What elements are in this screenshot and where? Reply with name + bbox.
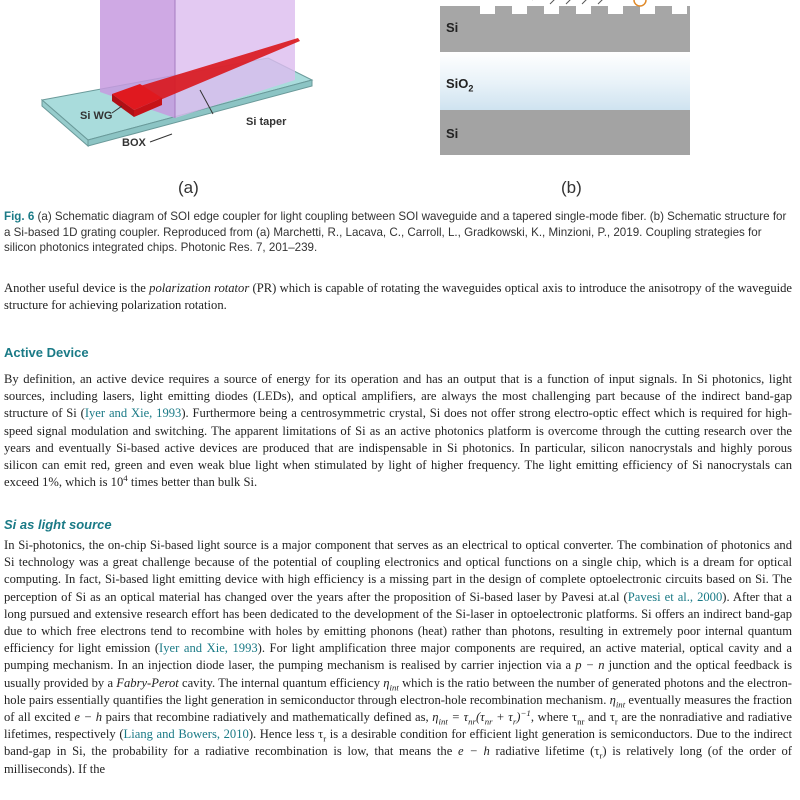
para3-text-13: is a desirable condition for efficient light generation is semiconductors. Due to the indirect band-gap in Si, the probability for a radiative recombination is low, that means the (4, 727, 792, 759)
label-sio2-text: SiO (446, 76, 469, 91)
substrate-si-layer (440, 110, 690, 155)
formula-sup: −1 (520, 707, 531, 718)
section-heading-active-device: Active Device (4, 345, 89, 360)
para3-text-1: In Si-photonics, the on-chip Si-based light source is a major component that serves as an electrical to optical converter. The combination of photonics and Si technology was a great challenge because of the potential of coupling electronics and optical functions on a single chip, which is a dream for optical computing. In fact, Si-based light emitting device with high efficiency is a missing part in the design of complete optoelectronic circuits based on Si. The perception of Si as an optical material has changed over the years after the proposition of Si-based laser by Pavesi at.al ( (4, 538, 792, 604)
label-sio2-sub: 2 (468, 83, 474, 94)
para3-text-4: junction and the optical feedback is usually provided by a (4, 658, 792, 690)
para3-text-3: ). For light amplification three major components are required, an active material, optical cavity and a pumping mechanism. In an injection diode laser, the pumping mechanism is realised by carrier injection via a (4, 641, 792, 673)
sio2-layer (440, 52, 690, 110)
figure-caption-text: (a) Schematic diagram of SOI edge coupler for light coupling between SOI waveguide and a tapered single-mode fiber. (b) Schematic structure for a Si-based 1D grating coupler. Reproduced from (a) Marchetti, R., Lacava, C., Carroll, L., Gradkowski, K., Minzioni, P., 2019. Coupling strategies for silicon photonics integrated chips. Photonic Res. 7, 201–239. (4, 210, 787, 255)
para3-formula (432, 707, 531, 727)
formula-sub: int (438, 716, 448, 727)
tau-subscript: nr (577, 716, 585, 727)
figure-a-diagram (0, 0, 380, 205)
para3-text-2: ). After that a long pursued and extensive research effort has been dedicated to the development of the Si-laser in optoelectronic platforms. Si offers an indirect band-gap due to which free electrons tend to recombine with holes by emitting phonons (heat) rather than photons, resulting in extremely poor internal quantum efficiency for light emission ( (4, 589, 792, 656)
label-box: BOX (122, 137, 146, 149)
para3-math-eta-2 (609, 692, 626, 710)
para3-text-6: which is the ratio between the number of generated photons and the electron-hole pairs essentially quantifies the light generation in semiconductor through electron-hole recombination mechanism. (4, 675, 792, 707)
citation-link[interactable]: Iyer and Xie, 1993 (84, 406, 182, 421)
citation-link[interactable] (628, 590, 723, 604)
para3-text-10: and τ (584, 710, 615, 725)
tau-subscript: r (599, 750, 603, 761)
label-sio2 (446, 76, 474, 94)
figure-caption-label: Fig. 6 (4, 210, 35, 223)
citation-link-text: Pavesi et al., 2000 (627, 589, 723, 604)
para3-math-eta (383, 675, 399, 693)
figure-caption (4, 209, 794, 256)
panel-label-b: (b) (561, 178, 582, 197)
paragraph-polarization-rotator (4, 280, 792, 314)
tau-subscript: r (323, 733, 327, 744)
para2-text-2: ). Furthermore being a centrosymmetric crystal, Si does not offer strong electro-optic effect which is required for high-speed signal modulation and switching. The apparent limitations of Si as an active photonics platform is overcome through the cutting research over the years and eventually Si-based active devices are produced that are indispensable in Si photonics. In particular, silicon nanocrystals and highly porous silicon can emit red, green and even weak blue light when stimulated by light of higher frequency. The light emitting efficiency of Si nanocrystals can exceed 1%, which is 10 (4, 406, 792, 490)
para3-text-9: , where τ (530, 710, 578, 725)
formula-sub: nr (468, 716, 476, 727)
eta-subscript: int (389, 682, 399, 693)
formula-sub: r (512, 716, 517, 727)
para1-emphasis: polarization rotator (149, 281, 250, 295)
citation-link[interactable]: Liang and Bowers, 2010 (123, 727, 249, 742)
formula-part: (τ (475, 710, 485, 725)
para3-math-eh-2: e − h (458, 744, 490, 759)
figure-b-diagram (440, 0, 700, 175)
para1-text-1: Another useful device is the (4, 281, 150, 295)
para3-text-15: ) is relatively long (of the order of milliseconds). If the (4, 744, 793, 776)
label-si-top: Si (446, 20, 459, 35)
eta-symbol: η (609, 692, 616, 707)
formula-part: η (432, 710, 439, 725)
para2-superscript: 4 (123, 473, 128, 484)
formula-sub: nr (484, 716, 493, 727)
eta-symbol: η (383, 675, 390, 690)
grating-si-layer (440, 6, 690, 52)
label-si-taper: Si taper (246, 116, 287, 128)
formula-part: + τ (492, 710, 513, 725)
formula-part: = τ (447, 710, 469, 725)
paragraph-active-device (4, 371, 792, 491)
para3-math-pn: p − n (575, 658, 605, 673)
para3-text-14: radiative lifetime (τ (489, 744, 600, 759)
para3-math-eh: e − h (74, 710, 102, 725)
para3-text-8: pairs that recombine radiatively and mathematically defined as, (102, 710, 433, 725)
label-si-wg: Si WG (80, 110, 113, 122)
label-si-bottom: Si (446, 126, 459, 141)
formula-part: ) (516, 710, 521, 725)
figure (0, 0, 800, 205)
eta-subscript: int (615, 699, 626, 710)
para2-text-3: times better than bulk Si. (127, 475, 258, 490)
para3-text-7: eventually measures the fraction of all excited (4, 692, 793, 725)
tau-subscript: r (614, 716, 618, 727)
para3-text-12: ). Hence less τ (248, 727, 324, 742)
panel-label-a: (a) (178, 178, 199, 197)
para2-text-1: By definition, an active device requires a source of energy for its operation and has an output that is a function of input signals. In Si photonics, light sources, including lasers, light emitting diodes (LEDs), and optical amplifiers, are always the most challenging part because of the indirect band-gap structure of Si ( (4, 372, 792, 421)
para3-fabry-perot: Fabry-Perot (116, 675, 179, 690)
para1-text-2: (PR) which is capable of rotating the waveguides optical axis to introduce the anisotropy of the waveguide structure for achieving polarization rotation. (4, 281, 792, 313)
section-heading-si-light-source: Si as light source (4, 517, 112, 532)
para3-text-11: are the nonradiative and radiative lifetimes, respectively ( (4, 710, 792, 742)
paragraph-si-light-source (4, 537, 792, 778)
citation-link[interactable]: Iyer and Xie, 1993 (159, 641, 258, 656)
para3-text-5: cavity. The internal quantum efficiency (178, 675, 384, 690)
